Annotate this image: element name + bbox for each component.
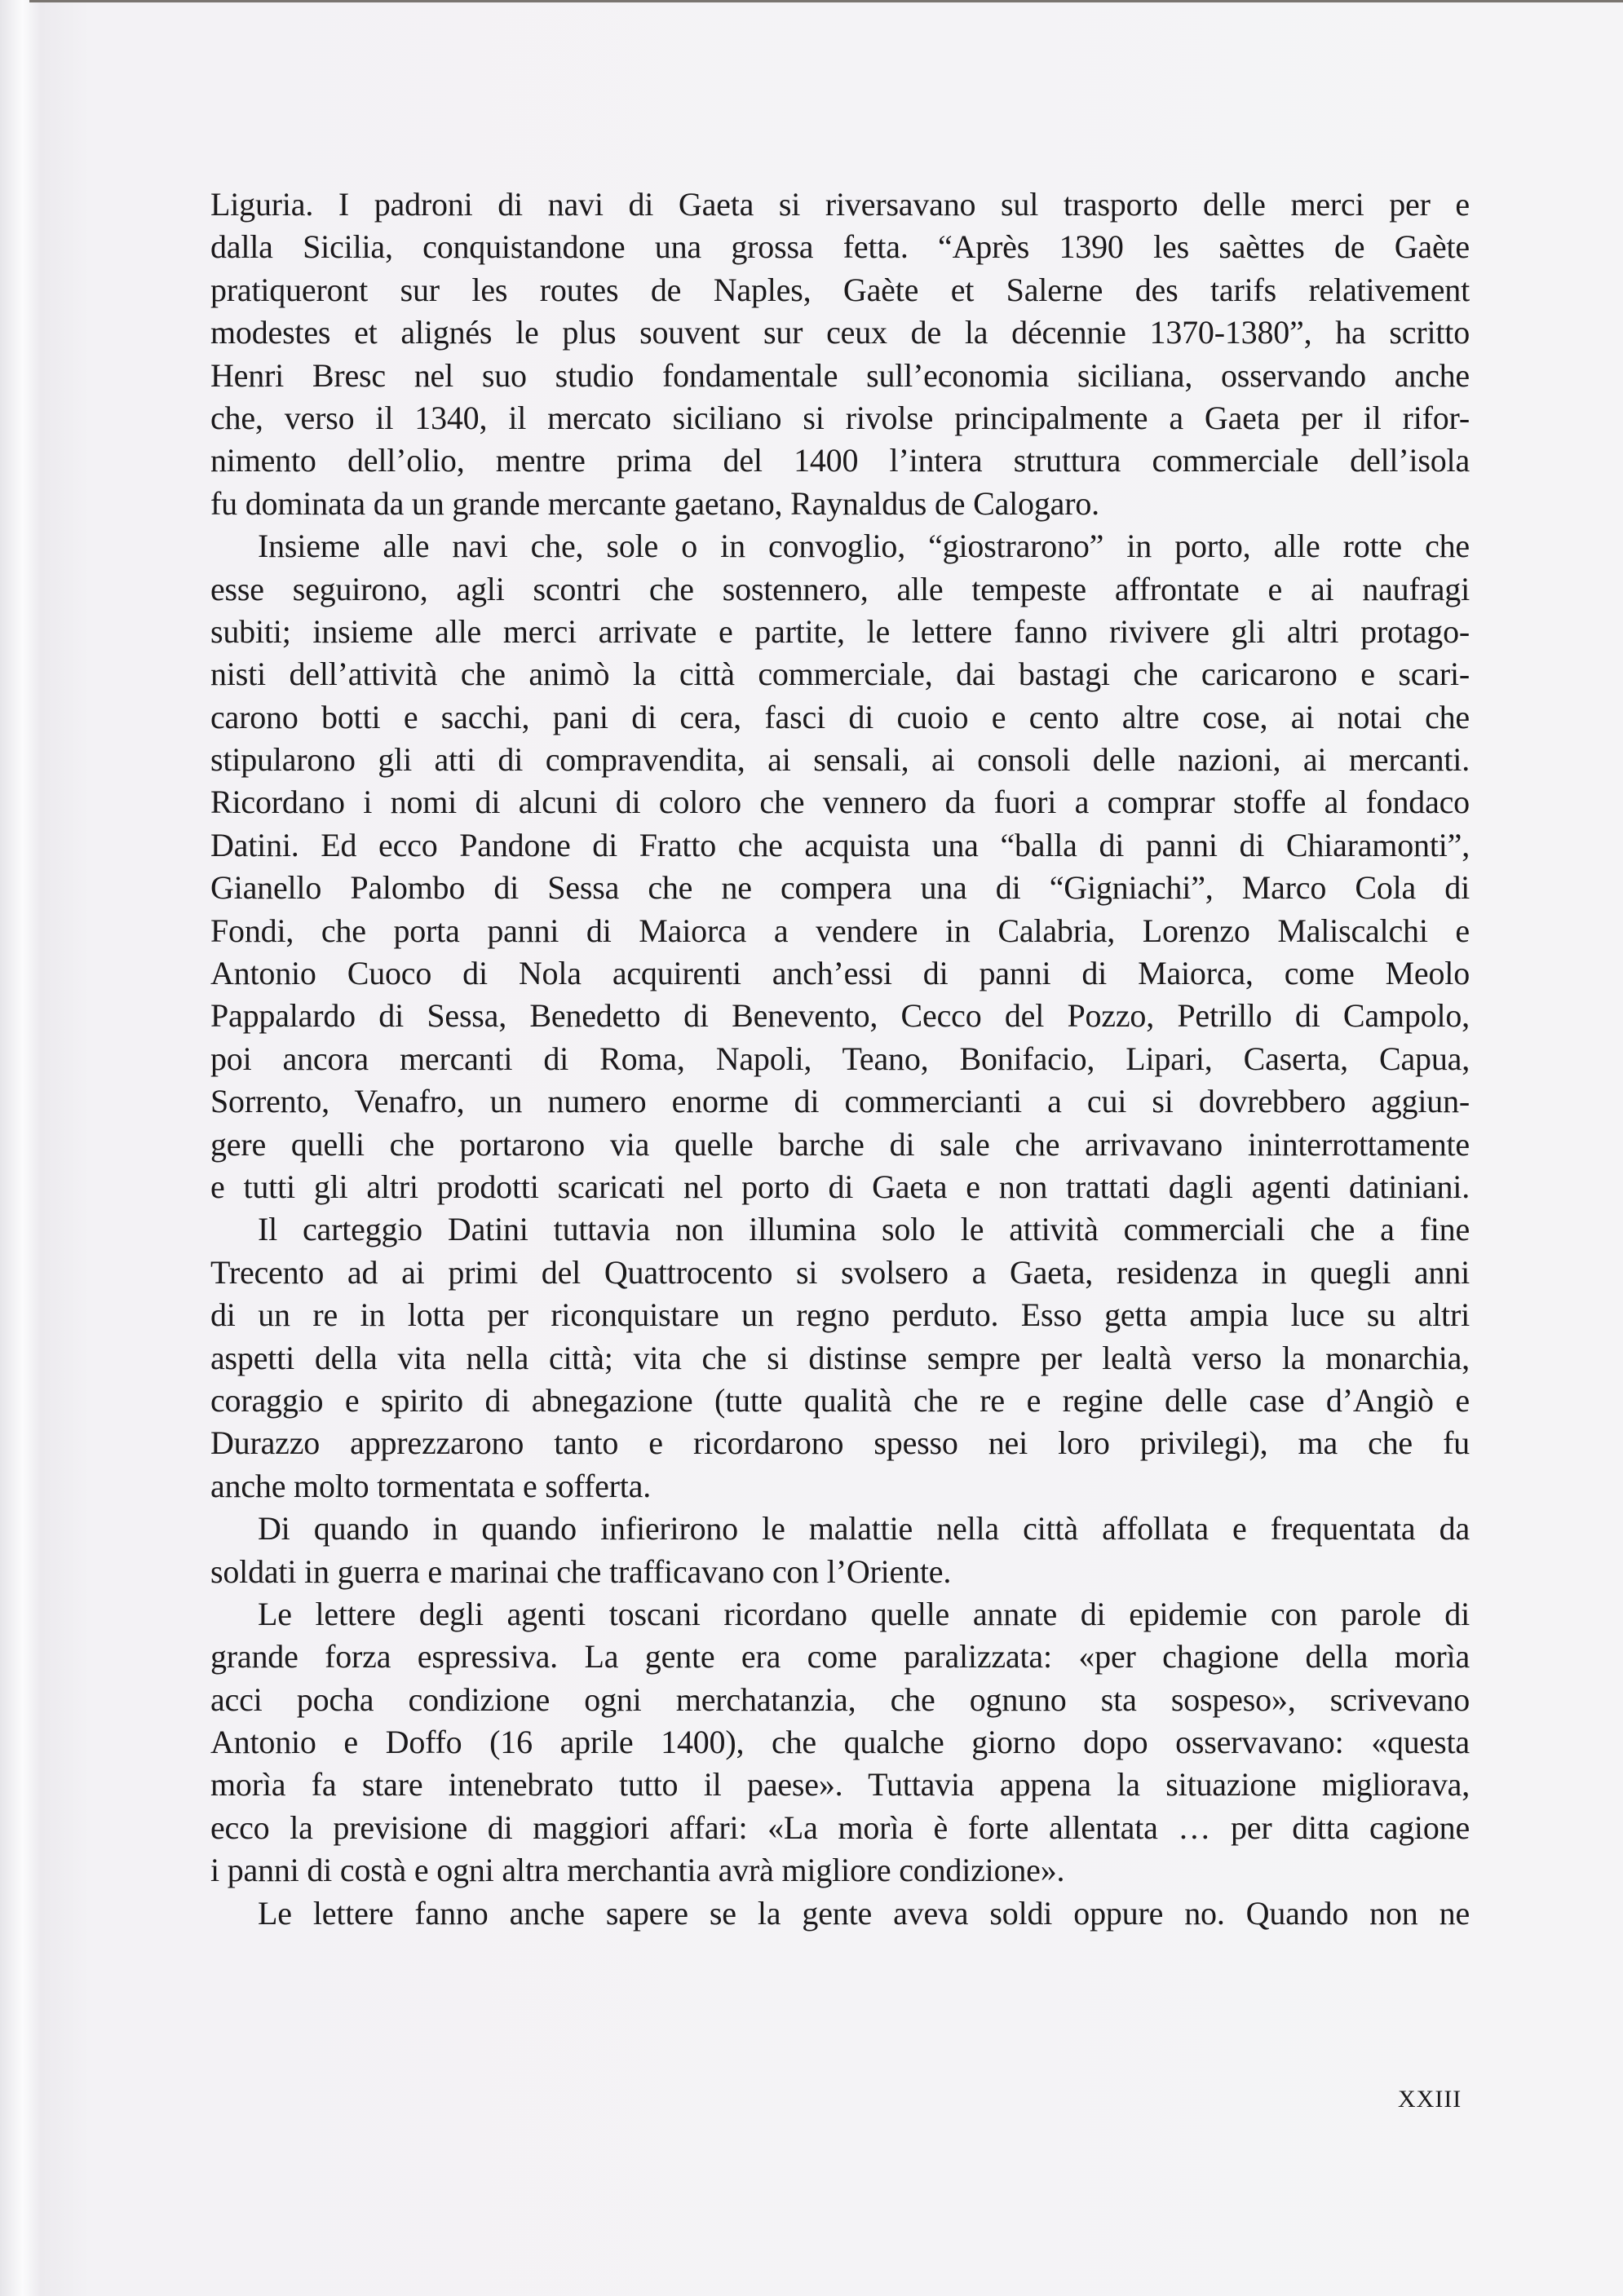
text-line: soldati in guerra e marinai che trafficavano con l’Oriente.	[210, 1552, 952, 1590]
text-line: Le lettere degli agenti toscani ricordano quelle annate di epidemie con parole di	[258, 1595, 1470, 1632]
text-line: che, verso il 1340, il mercato siciliano si rivolse principalmente a Gaeta per il rifor-	[210, 399, 1470, 436]
text-line: anche molto tormentata e sofferta.	[210, 1467, 652, 1504]
text-line: Di quando in quando infierirono le malattie nella città affollata e frequentata da	[258, 1510, 1470, 1548]
text-line: coraggio e spirito di abnegazione (tutte qualità che re e regine delle case d’Angiò e	[210, 1381, 1470, 1419]
paragraph	[210, 525, 1470, 1208]
text-line: stipularono gli atti di compravendita, ai sensali, ai consoli delle nazioni, ai mercanti.	[210, 741, 1470, 779]
text-line: Pappalardo di Sessa, Benedetto di Benevento, Cecco del Pozzo, Petrillo di Campolo,	[210, 997, 1470, 1035]
text-line: pratiqueront sur les routes de Naples, Gaète et Salerne des tarifs relativement	[210, 271, 1470, 308]
text-line: morìa fa stare intenebrato tutto il paese». Tuttavia appena la situazione migliorava,	[210, 1766, 1470, 1804]
text-line: gere quelli che portarono via quelle barche di sale che arrivavano ininterrottamente	[210, 1125, 1470, 1163]
text-line: fu dominata da un grande mercante gaetano, Raynaldus de Calogaro.	[210, 484, 1099, 522]
paragraph	[210, 1593, 1470, 1892]
paragraph	[210, 183, 1470, 525]
text-line: acci pocha condizione ogni merchatanzia, che ognuno sta sospeso», scrivevano	[210, 1680, 1470, 1718]
text-line: Antonio Cuoco di Nola acquirenti anch’essi di panni di Maiorca, come Meolo	[210, 955, 1470, 992]
paragraph	[210, 1892, 1470, 1935]
text-line: poi ancora mercanti di Roma, Napoli, Teano, Bonifacio, Lipari, Caserta, Capua,	[210, 1040, 1470, 1077]
text-line: subiti; insieme alle merci arrivate e partite, le lettere fanno rivivere gli altri protago-	[210, 612, 1470, 650]
text-line: Ricordano i nomi di alcuni di coloro che vennero da fuori a comprar stoffe al fondaco	[210, 784, 1470, 821]
text-line: ecco la previsione di maggiori affari: «La morìa è forte allentata … per ditta cagione	[210, 1808, 1470, 1846]
page-top-edge	[29, 0, 1623, 2]
text-line: Datini. Ed ecco Pandone di Fratto che acquista una “balla di panni di Chiaramonti”,	[210, 826, 1470, 863]
text-line: grande forza espressiva. La gente era come paralizzata: «per chagione della morìa	[210, 1638, 1470, 1676]
text-line: nimento dell’olio, mentre prima del 1400 l’intera struttura commerciale dell’isola	[210, 442, 1470, 479]
paragraph	[210, 1208, 1470, 1508]
text-line: Fondi, che porta panni di Maiorca a vendere in Calabria, Lorenzo Maliscalchi e	[210, 912, 1470, 949]
page-number: XXIII	[1398, 2086, 1462, 2113]
text-line: nisti dell’attività che animò la città commerciale, dai bastagi che caricarono e scari-	[210, 656, 1470, 693]
text-line: carono botti e sacchi, pani di cera, fasci di cuoio e cento altre cose, ai notai che	[210, 698, 1470, 735]
text-line: Henri Bresc nel suo studio fondamentale sull’economia siciliana, osservando anche	[210, 356, 1470, 394]
text-line: Insieme alle navi che, sole o in convoglio, “giostrarono” in porto, alle rotte che	[258, 528, 1470, 565]
text-line: Antonio e Doffo (16 aprile 1400), che qualche giorno dopo osservavano: «questa	[210, 1724, 1470, 1761]
text-line: Durazzo apprezzarono tanto e ricordarono spesso nei loro privilegi), ma che fu	[210, 1424, 1470, 1462]
text-line: Gianello Palombo di Sessa che ne compera una di “Gigniachi”, Marco Cola di	[210, 869, 1470, 907]
text-line: Il carteggio Datini tuttavia non illumina solo le attività commerciali che a fine	[258, 1211, 1470, 1248]
text-line: Liguria. I padroni di navi di Gaeta si riversavano sul trasporto delle merci per e	[210, 186, 1470, 223]
text-line: Le lettere fanno anche sapere se la gente aveva soldi oppure no. Quando non ne	[258, 1894, 1470, 1932]
text-line: esse seguirono, agli scontri che sostennero, alle tempeste affrontate e ai naufragi	[210, 570, 1470, 607]
body-text	[210, 183, 1470, 1935]
text-line: Trecento ad ai primi del Quattrocento si svolsero a Gaeta, residenza in quegli anni	[210, 1253, 1470, 1291]
text-line: e tutti gli altri prodotti scaricati nel porto di Gaeta e non trattati dagli agenti datiniani.	[210, 1168, 1470, 1205]
text-line: Sorrento, Venafro, un numero enorme di commercianti a cui si dovrebbero aggiun-	[210, 1083, 1470, 1120]
paragraph	[210, 1508, 1470, 1593]
text-line: i panni di costà e ogni altra merchantia avrà migliore condizione».	[210, 1852, 1065, 1889]
text-line: dalla Sicilia, conquistandone una grossa fetta. “Après 1390 les saèttes de Gaète	[210, 228, 1470, 266]
text-line: modestes et alignés le plus souvent sur ceux de la décennie 1370-1380”, ha scritto	[210, 314, 1470, 351]
text-line: aspetti della vita nella città; vita che si distinse sempre per lealtà verso la monarchia,	[210, 1339, 1470, 1376]
text-line: di un re in lotta per riconquistare un regno perduto. Esso getta ampia luce su altri	[210, 1296, 1470, 1334]
